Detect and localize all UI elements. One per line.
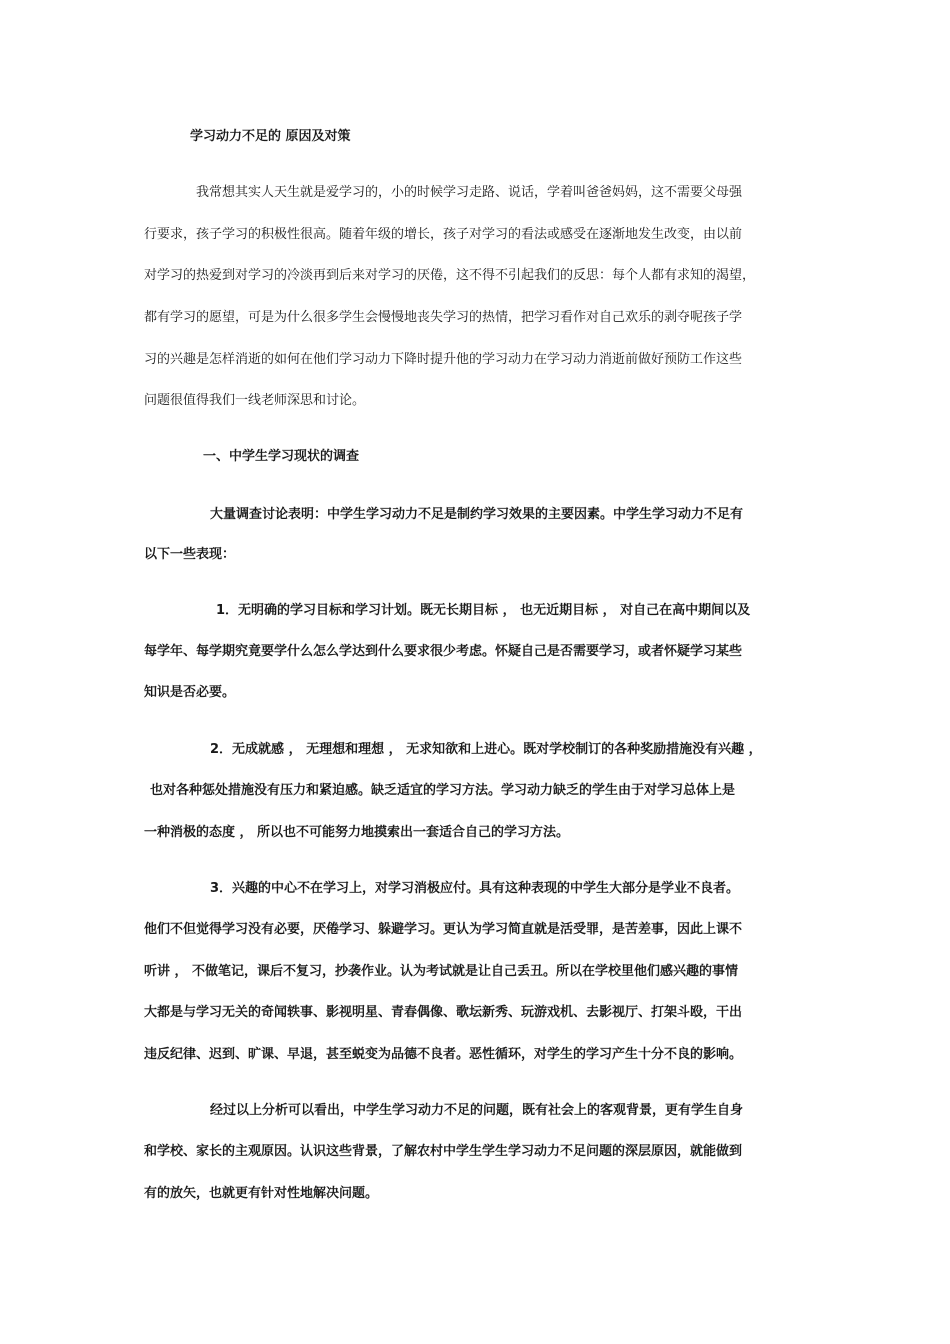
item-3-line: 大都是与学习无关的奇闻轶事、影视明星、青春偶像、歌坛新秀、玩游戏机、去影视厅、打架斗殴，干出 [144,1005,743,1020]
intro-line: 问题很值得我们一线老师深思和讨论。 [144,393,366,408]
item-2-line: 2．无成就感 ， 无理想和理想 ， 无求知欲和上进心。既对学校制订的各种奖励措施没有兴趣 ， [210,742,762,757]
item-3-line: 他们不但觉得学习没有必要，厌倦学习、躲避学习。更认为学习简直就是活受罪，是苦差事，因此上课不 [144,922,743,937]
intro-line: 对学习的热爱到对学习的冷淡再到后来对学习的厌倦，这不得不引起我们的反思：每个人都有求知的渴望， [144,268,756,283]
conclusion-line: 有的放矢，也就更有针对性地解决问题。 [144,1186,379,1201]
item-1-line: 每学年、每学期究竟要学什么怎么学达到什么要求很少考虑。怀疑自己是否需要学习，或者怀疑学习某些 [144,644,743,659]
survey-line: 大量调查讨论表明：中学生学习动力不足是制约学习效果的主要因素。中学生学习动力不足有 [210,507,744,522]
intro-line: 行要求，孩子学习的积极性很高。随着年级的增长，孩子对学习的看法或感受在逐渐地发生改变，由以前 [144,227,743,242]
intro-line: 都有学习的愿望，可是为什么很多学生会慢慢地丧失学习的热情，把学习看作对自己欢乐的剥夺呢孩子学 [144,310,743,325]
intro-line: 我常想其实人天生就是爱学习的，小的时候学习走路、说话，学着叫爸爸妈妈，这不需要父母强 [196,185,743,200]
item-3-line: 3．兴趣的中心不在学习上，对学习消极应付。具有这种表现的中学生大部分是学业不良者。 [210,881,740,896]
item-2-line: 也对各种惩处措施没有压力和紧迫感。缺乏适宜的学习方法。学习动力缺乏的学生由于对学习总体上是 [150,783,736,798]
item-3-line: 违反纪律、迟到、旷课、早退，甚至蜕变为品德不良者。恶性循环，对学生的学习产生十分不良的影响。 [144,1047,743,1062]
intro-line: 习的兴趣是怎样消逝的如何在他们学习动力下降时提升他的学习动力在学习动力消逝前做好预防工作这些 [144,352,743,367]
item-3-line: 听讲 ， 不做笔记，课后不复习，抄袭作业。认为考试就是让自己丢丑。所以在学校里他们感兴趣的事情 [144,964,739,979]
item-1-line: 知识是否必要。 [144,685,236,700]
document-title: 学习动力不足的 原因及对策 [190,129,351,144]
section-heading: 一、中学生学习现状的调查 [203,449,360,464]
item-2-line: 一种消极的态度 ， 所以也不可能努力地摸索出一套适合自己的学习方法。 [144,825,570,840]
item-1-line: 1．无明确的学习目标和学习计划。既无长期目标 ， 也无近期目标 ， 对自己在高中期间以及 [216,603,751,618]
conclusion-line: 和学校、家长的主观原因。认识这些背景，了解农村中学生学生学习动力不足问题的深层原因，就能做到 [144,1144,743,1159]
conclusion-line: 经过以上分析可以看出，中学生学习动力不足的问题，既有社会上的客观背景，更有学生自身 [210,1103,744,1118]
survey-line: 以下一些表现： [144,547,236,562]
